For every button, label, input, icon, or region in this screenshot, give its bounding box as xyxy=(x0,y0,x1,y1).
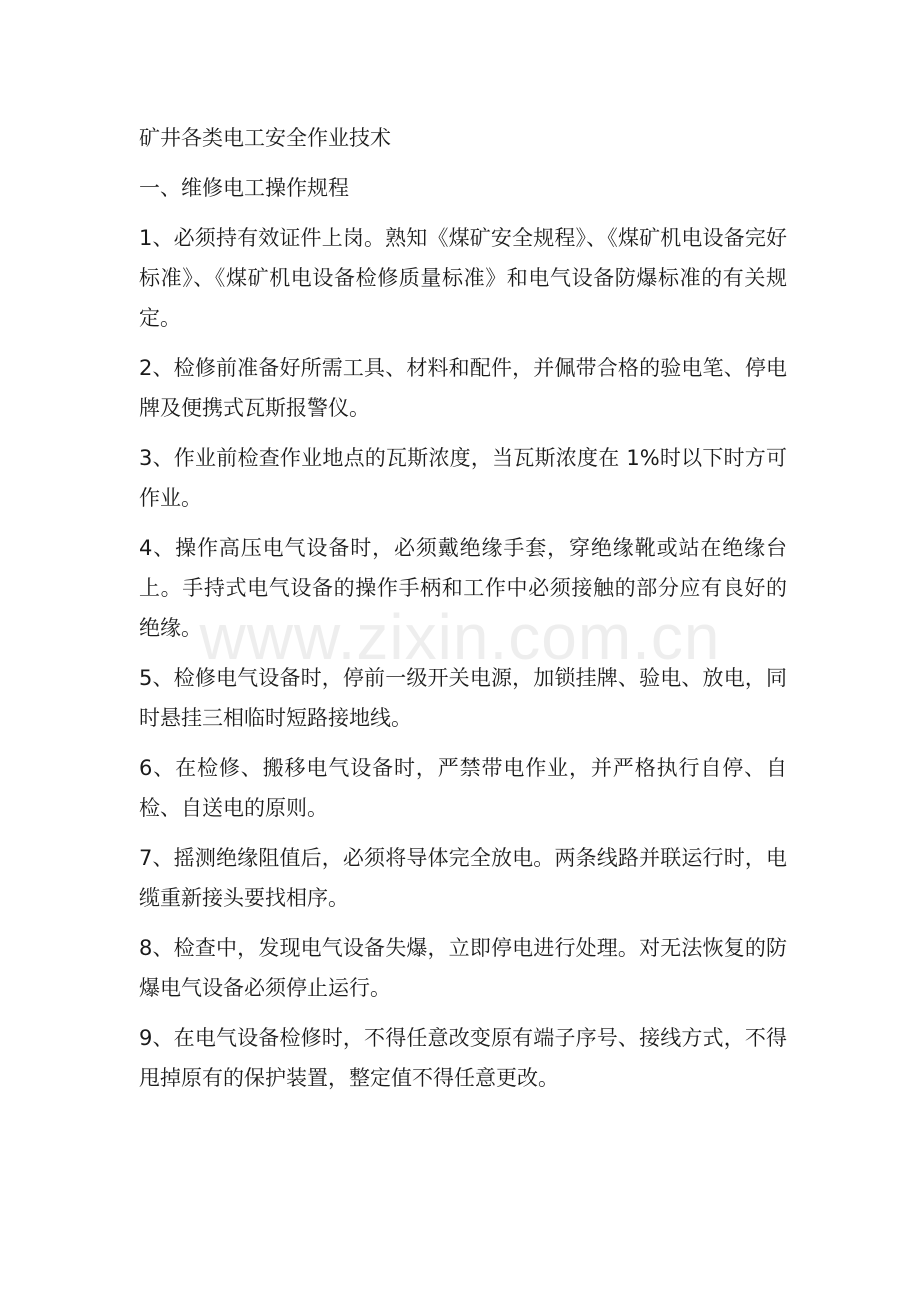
rule-item-6: 6、在检修、搬移电气设备时，严禁带电作业，并严格执行自停、自检、自送电的原则。 xyxy=(139,756,787,820)
document-title: 矿井各类电工安全作业技术 xyxy=(139,126,391,150)
rule-item-7: 7、摇测绝缘阻值后，必须将导体完全放电。两条线路并联运行时，电缆重新接头要找相序。 xyxy=(139,846,787,910)
rule-item-2: 2、检修前准备好所需工具、材料和配件，并佩带合格的验电笔、停电牌及便携式瓦斯报警仪。 xyxy=(139,356,787,420)
watermark: www.zixin.com.cn xyxy=(199,601,721,673)
section-heading: 一、维修电工操作规程 xyxy=(139,176,349,200)
rule-item-5: 5、检修电气设备时，停前一级开关电源，加锁挂牌、验电、放电，同时悬挂三相临时短路接地线。 xyxy=(139,666,787,730)
rule-item-3: 3、作业前检查作业地点的瓦斯浓度，当瓦斯浓度在 1%时以下时方可作业。 xyxy=(139,446,787,510)
rule-item-8: 8、检查中，发现电气设备失爆，立即停电进行处理。对无法恢复的防爆电气设备必须停止运行。 xyxy=(139,936,787,1000)
rule-item-4: 4、操作高压电气设备时，必须戴绝缘手套，穿绝缘靴或站在绝缘台上。手持式电气设备的操作手柄和工作中必须接触的部分应有良好的绝缘。 xyxy=(139,536,787,640)
rule-item-9: 9、在电气设备检修时，不得任意改变原有端子序号、接线方式，不得甩掉原有的保护装置，整定值不得任意更改。 xyxy=(139,1026,787,1090)
document-body xyxy=(139,118,787,1108)
rule-item-1: 1、必须持有效证件上岗。熟知《煤矿安全规程》、《煤矿机电设备完好标准》、《煤矿机电设备检修质量标准》和电气设备防爆标准的有关规定。 xyxy=(139,226,787,330)
